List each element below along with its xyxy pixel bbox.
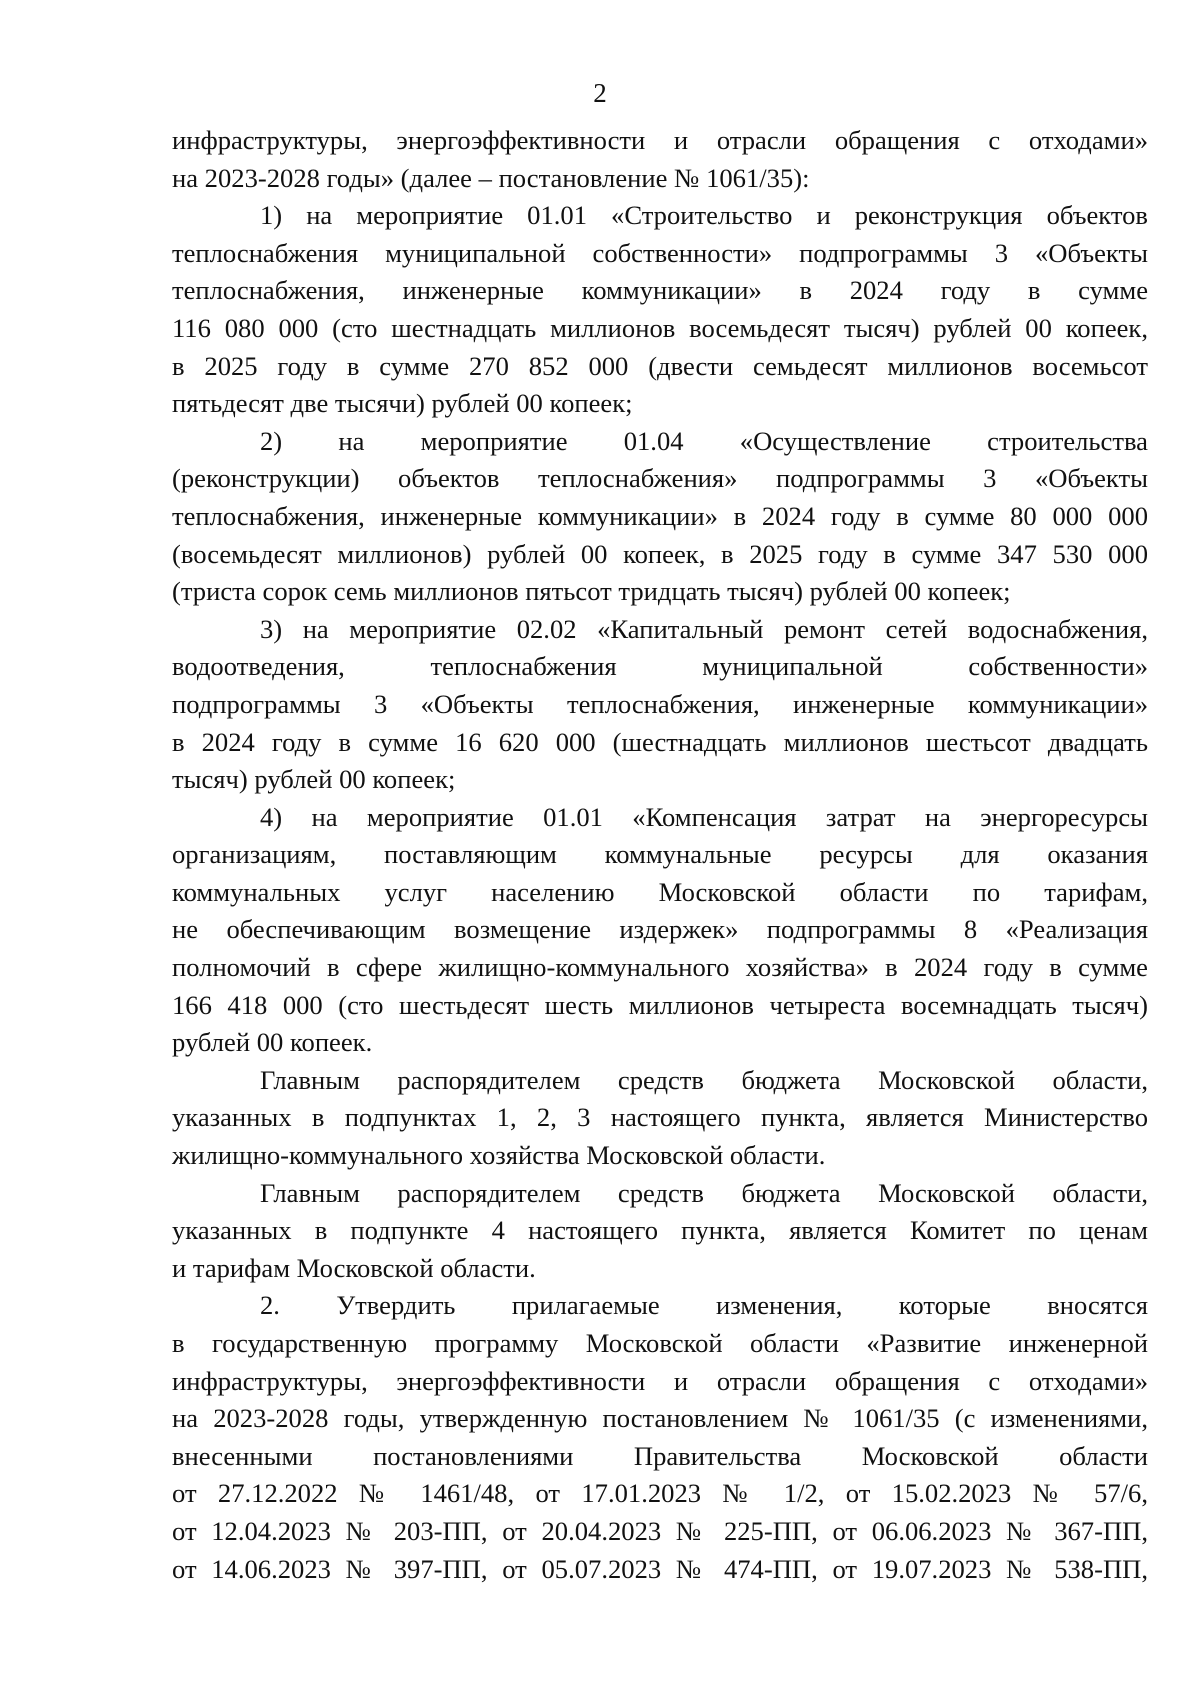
text-line: подпрограммы 3 «Объекты теплоснабжения, инженерные коммуникации» [172,688,1148,719]
text-line: организациям, поставляющим коммунальные ресурсы для оказания [172,839,1148,870]
text-line: в 2025 году в сумме 270 852 000 (двести семьдесят миллионов восемьсот [172,350,1148,381]
text-line: 2. Утвердить прилагаемые изменения, которые вносятся [260,1290,1148,1321]
text-line: теплоснабжения муниципальной собственности» подпрограммы 3 «Объекты [172,237,1148,268]
text-line: указанных в подпунктах 1, 2, 3 настоящего пункта, является Министерство [172,1102,1148,1133]
text-line: Главным распорядителем средств бюджета Московской области, [260,1064,1148,1095]
text-line: на 2023-2028 годы, утвержденную постановлением № 1061/35 (с изменениями, [172,1403,1148,1434]
text-line: инфраструктуры, энергоэффективности и отрасли обращения с отходами» [172,1365,1148,1396]
text-line: 116 080 000 (сто шестнадцать миллионов восемьдесят тысяч) рублей 00 копеек, [172,312,1148,343]
text-line: рублей 00 копеек. [172,1027,373,1058]
text-line: от 12.04.2023 № 203-ПП, от 20.04.2023 № 225-ПП, от 06.06.2023 № 367-ПП, [172,1515,1148,1546]
document-body [172,122,1148,1588]
text-line: (реконструкции) объектов теплоснабжения» подпрограммы 3 «Объекты [172,463,1148,494]
text-line: теплоснабжения, инженерные коммуникации» в 2024 году в сумме 80 000 000 [172,500,1148,531]
text-line: в государственную программу Московской области «Развитие инженерной [172,1328,1148,1358]
text-line: и тарифам Московской области. [172,1252,536,1283]
text-line: инфраструктуры, энергоэффективности и отрасли обращения с отходами» [172,125,1148,155]
text-line: в 2024 году в сумме 16 620 000 (шестнадцать миллионов шестьсот двадцать [172,726,1148,757]
text-line: указанных в подпункте 4 настоящего пункта, является Комитет по ценам [172,1215,1148,1246]
text-line: пятьдесят две тысячи) рублей 00 копеек; [172,388,633,419]
text-line: водоотведения, теплоснабжения муниципальной собственности» [172,651,1148,682]
page-number: 2 [593,78,607,108]
text-line: (триста сорок семь миллионов пятьсот тридцать тысяч) рублей 00 копеек; [172,576,1011,607]
text-line: теплоснабжения, инженерные коммуникации» в 2024 году в сумме [172,275,1148,306]
text-line: 1) на мероприятие 01.01 «Строительство и реконструкция объектов [260,200,1148,231]
text-line: 166 418 000 (сто шестьдесят шесть миллионов четыреста восемнадцать тысяч) [172,989,1148,1020]
text-line: коммунальных услуг населению Московской области по тарифам, [172,876,1148,907]
text-line: 4) на мероприятие 01.01 «Компенсация затрат на энергоресурсы [260,801,1148,832]
text-line: на 2023-2028 годы» (далее – постановление № 1061/35): [172,162,810,193]
text-line: 3) на мероприятие 02.02 «Капитальный ремонт сетей водоснабжения, [260,613,1148,644]
text-line: от 14.06.2023 № 397-ПП, от 05.07.2023 № 474-ПП, от 19.07.2023 № 538-ПП, [172,1553,1148,1584]
text-line: не обеспечивающим возмещение издержек» подпрограммы 8 «Реализация [172,914,1148,945]
text-line: тысяч) рублей 00 копеек; [172,764,456,795]
text-line: полномочий в сфере жилищно-коммунального хозяйства» в 2024 году в сумме [172,952,1148,983]
text-line: 2) на мероприятие 01.04 «Осуществление строительства [260,425,1148,456]
text-line: Главным распорядителем средств бюджета Московской области, [260,1177,1148,1208]
text-line: жилищно-коммунального хозяйства Московской области. [172,1140,826,1171]
text-line: от 27.12.2022 № 1461/48, от 17.01.2023 № 1/2, от 15.02.2023 № 57/6, [172,1478,1148,1509]
text-line: внесенными постановлениями Правительства Московской области [172,1440,1148,1471]
text-line: (восемьдесят миллионов) рублей 00 копеек, в 2025 году в сумме 347 530 000 [172,538,1148,569]
